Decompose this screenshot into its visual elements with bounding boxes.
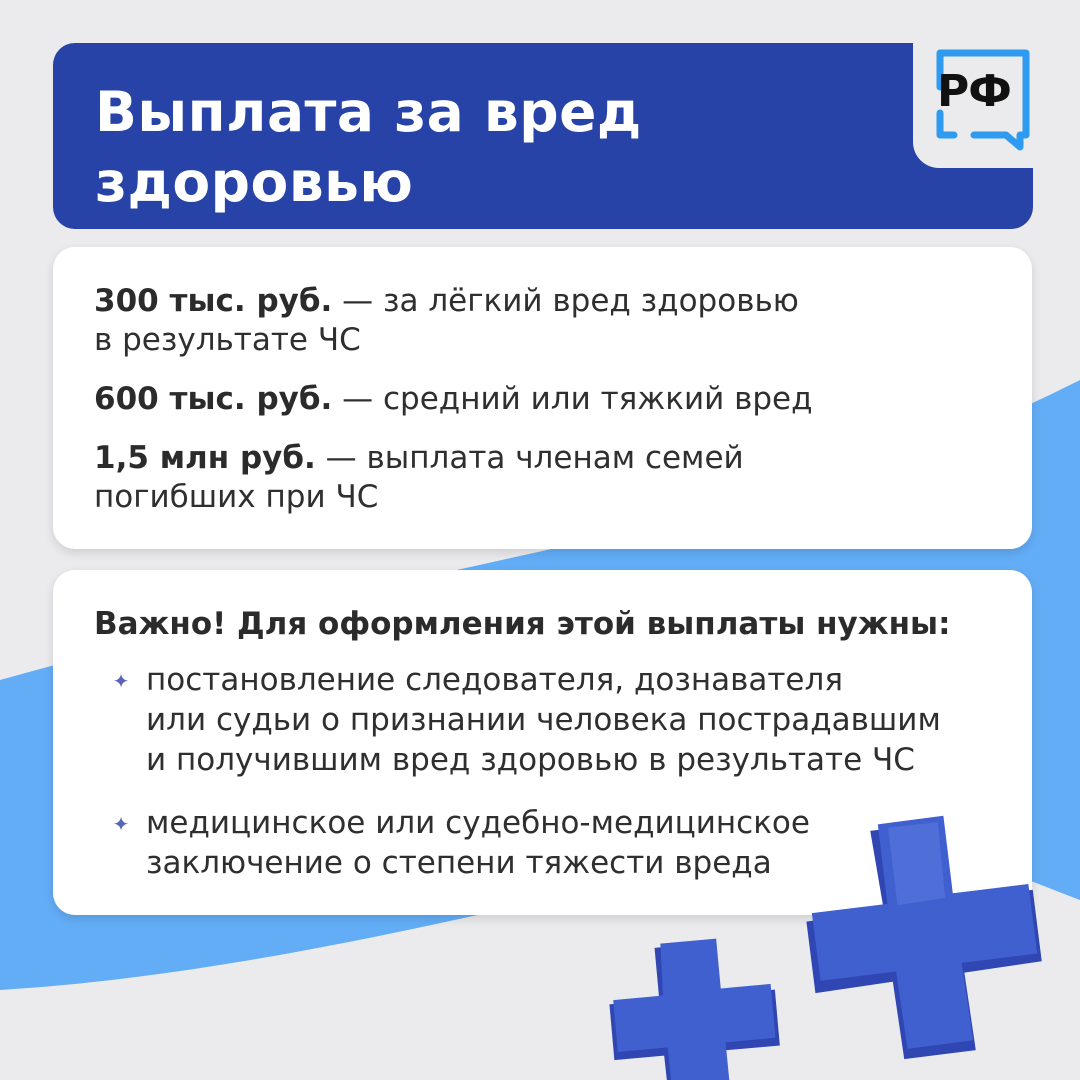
amount-value: 1,5 млн руб. bbox=[94, 440, 316, 476]
document-line: медицинское или судебно-медицинское bbox=[146, 805, 810, 841]
documents-heading: Важно! Для оформления этой выплаты нужны: bbox=[94, 606, 951, 642]
amount-description: — выплата членам семей bbox=[315, 440, 744, 476]
document-line: постановление следователя, дознавателя bbox=[146, 662, 843, 698]
amount-description-line2: в результате ЧС bbox=[94, 322, 361, 358]
amount-description: — средний или тяжкий вред bbox=[332, 381, 813, 417]
amounts-card bbox=[53, 247, 1032, 549]
amount-value: 600 тыс. руб. bbox=[94, 381, 333, 417]
document-line: заключение о степени тяжести вреда bbox=[146, 845, 772, 881]
title-line-2: здоровью bbox=[95, 150, 414, 214]
amount-item bbox=[94, 380, 994, 419]
logo-text: РФ bbox=[937, 66, 1011, 117]
document-item bbox=[146, 660, 1006, 780]
title-line-1: Выплата за вред bbox=[95, 80, 642, 144]
medical-cross-large-icon bbox=[800, 815, 1060, 1065]
sparkle-icon: ✦ bbox=[112, 669, 130, 693]
medical-cross-small-icon bbox=[606, 938, 781, 1080]
document-line: и получившим вред здоровью в результате ЧС bbox=[146, 742, 915, 778]
page-title bbox=[95, 77, 895, 217]
amount-item bbox=[94, 282, 994, 360]
header-banner bbox=[53, 43, 1033, 229]
document-line: или судьи о признании человека пострадавшим bbox=[146, 702, 941, 738]
sparkle-icon: ✦ bbox=[112, 812, 130, 836]
amount-item bbox=[94, 439, 994, 517]
amount-value: 300 тыс. руб. bbox=[94, 283, 333, 319]
amount-description: — за лёгкий вред здоровью bbox=[332, 283, 799, 319]
amount-description-line2: погибших при ЧС bbox=[94, 479, 379, 515]
